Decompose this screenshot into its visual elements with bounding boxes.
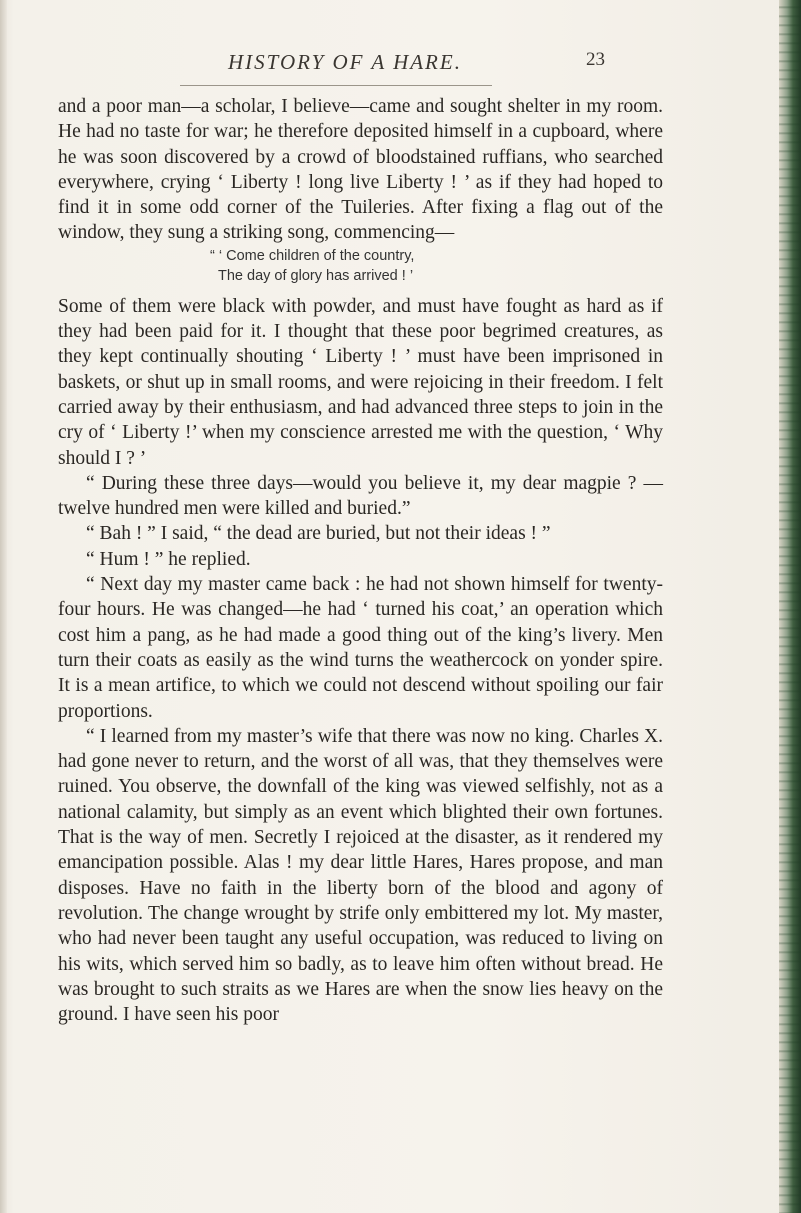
page-gutter-shadow — [0, 0, 7, 1213]
verse-line: The day of glory has arrived ! ’ — [218, 267, 414, 284]
paragraph: “ I learned from my master’s wife that there was now no king. Charles X. had gone never to return, and the worst of all was, that they themselves were ruined. You observe, the downfall of the king was viewed selfishly, not as a national calamity, but simply as an event which blighted their own fortunes. That is the way of men. Secretly I rejoiced at the disaster, as it rendered my emancipation possible. Alas ! my dear little Hares, Hares propose, and man disposes. Have no faith in the liberty born of the blood and agony of revolution. The change wrought by strife only embittered my lot. My master, who had never been taught any useful occupation, was reduced to living on his wits, which served him so badly, as to leave him often without bread. He was brought to such straits as we Hares are when the snow lies heavy on the ground. I have seen his poor — [58, 725, 663, 1026]
page-number: 23 — [586, 49, 605, 70]
paragraph: “ During these three days—would you believe it, my dear magpie ? —twelve hundred men were killed and buried.” — [58, 472, 663, 520]
paragraph: and a poor man—a scholar, I believe—came and sought shelter in my room. He had no taste for war; he therefore deposited himself in a cupboard, where he was soon discovered by a crowd of bloodstained ruffians, who searched everywhere, crying ‘ Liberty ! long live Liberty ! ’ as if they had hoped to find it in some odd corner of the Tuileries. After fixing a flag out of the window, they sung a striking song, commencing— — [58, 96, 663, 244]
page-header — [58, 42, 658, 76]
body-text — [58, 94, 663, 1027]
paragraph: “ Bah ! ” I said, “ the dead are buried, but not their ideas ! ” — [86, 523, 551, 545]
verse-line: “ ‘ Come children of the country, — [210, 247, 415, 264]
spacer — [58, 286, 663, 294]
paragraph: “ Hum ! ” he replied. — [86, 548, 251, 570]
page-edge-binding — [779, 0, 801, 1213]
paragraph: “ Next day my master came back : he had not shown himself for twenty-four hours. He was changed—he had ‘ turned his coat,’ an operation which cost him a pang, as he had made a good thing out of the king’s livery. Men turn their coats as easily as the wind turns the weathercock on yonder spire. It is a mean artifice, to which we could not descend without spoiling our fair proportions. — [58, 574, 663, 722]
header-rule — [180, 85, 492, 86]
running-head: HISTORY OF A HARE. — [228, 50, 462, 74]
paragraph: Some of them were black with powder, and must have fought as hard as if they had been paid for it. I thought that these poor begrimed creatures, as they kept continually shouting ‘ Liberty ! ’ must have been imprisoned in baskets, or shut up in small rooms, and were rejoicing in their freedom. I felt carried away by their enthusiasm, and had advanced three steps to join in the cry of ‘ Liberty !’ when my conscience arrested me with the question, ‘ Why should I ? ’ — [58, 295, 663, 469]
